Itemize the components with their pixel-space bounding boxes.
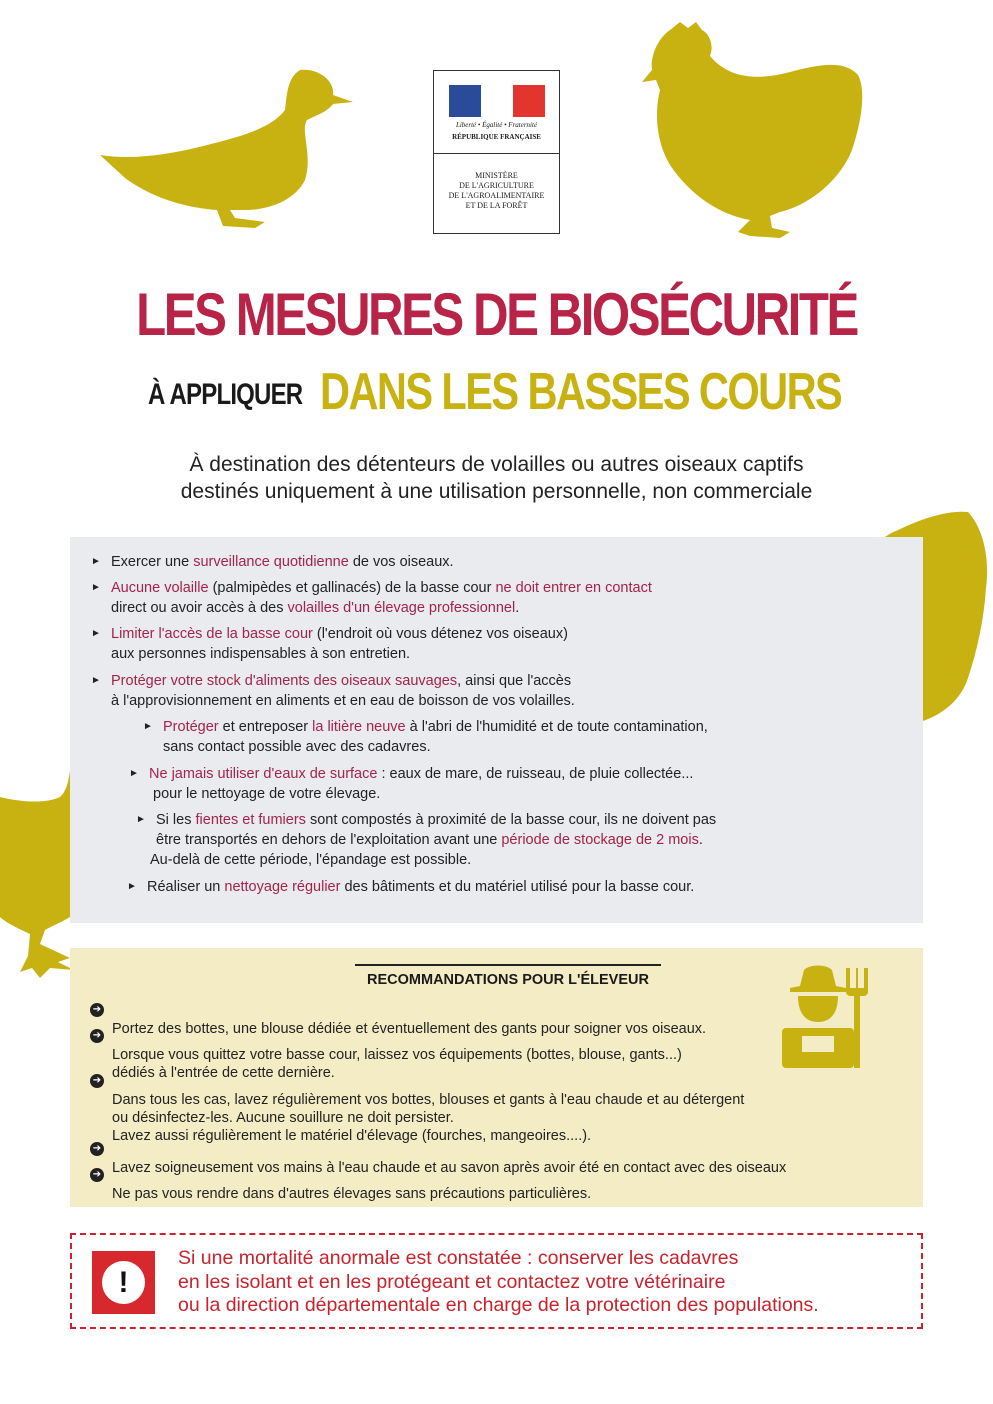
recommendations-box — [70, 948, 923, 1207]
measures-box — [70, 537, 923, 923]
measure-subitem: ► Si les fientes et fumiers sont compostés à proximité de la basse cour, ils ne doivent pas être transportés en dehors de l'exploitation avant une période de stockage de 2 mois. Au-delà de cette période, l'épandage est possible. — [136, 812, 717, 868]
ministry-logo — [433, 70, 560, 234]
measure-subitem: ► Protéger et entreposer la litière neuve à l'abri de l'humidité et de toute contamination, sans contact possible avec des cadavres. — [143, 719, 708, 755]
french-flag-icon — [449, 85, 545, 117]
measure-item: ► Réaliser un nettoyage régulier des bâtiments et du matériel utilisé pour la basse cour. — [127, 879, 695, 895]
recommendation-item: ➔ Lavez soigneusement vos mains à l'eau chaude et au savon après avoir été en contact avec des oiseaux — [112, 1141, 786, 1177]
logo-republic: RÉPUBLIQUE FRANÇAISE — [452, 133, 541, 141]
triangle-bullet-icon: ► — [127, 881, 137, 892]
logo-divider — [434, 153, 559, 154]
measure-item: ► Aucune volaille (palmipèdes et gallinacés) de la basse cour ne doit entrer en contact direct ou avoir accès à des volailles d'un élevage professionnel. — [91, 580, 652, 616]
hen-silhouette — [630, 20, 870, 250]
triangle-bullet-icon: ► — [91, 556, 101, 567]
arrow-bullet-icon: ➔ — [90, 1003, 104, 1017]
recommendations-title: RECOMMANDATIONS POUR L'ÉLEVEUR — [355, 964, 661, 988]
measure-item: ► Protéger votre stock d'aliments des oiseaux sauvages, ainsi que l'accès à l'approvisionnement en aliments et en eau de boisson de vos volailles. — [91, 673, 575, 709]
farmer-icon — [780, 964, 880, 1068]
triangle-bullet-icon: ► — [91, 582, 101, 593]
measure-item: ► Exercer une surveillance quotidienne de vos oiseaux. — [91, 554, 454, 570]
arrow-bullet-icon: ➔ — [90, 1074, 104, 1088]
recommendation-item: ➔ Portez des bottes, une blouse dédiée et éventuellement des gants pour soigner vos oiseaux. — [112, 1002, 706, 1038]
triangle-bullet-icon: ► — [91, 675, 101, 686]
recommendation-item: ➔ Dans tous les cas, lavez régulièrement vos bottes, blouses et gants à l'eau chaude et au détergent ou désinfectez-les. Aucune souillure ne doit persister. Lavez aussi régulièrement le matériel d'élevage (fourches, mangeoires....). — [112, 1073, 744, 1145]
arrow-bullet-icon: ➔ — [90, 1168, 104, 1182]
triangle-bullet-icon: ► — [143, 721, 153, 732]
warning-icon: ! — [92, 1251, 155, 1314]
mortality-warning — [70, 1233, 923, 1329]
logo-motto: Liberté • Égalité • Fraternité — [455, 121, 538, 129]
audience-description — [0, 451, 993, 505]
measure-subitem: ► Ne jamais utiliser d'eaux de surface : eaux de mare, de ruisseau, de pluie collectée... pour le nettoyage de votre élevage. — [129, 766, 694, 802]
subtitle-prefix: À APPLIQUER — [148, 378, 303, 411]
recommendation-item: ➔ Lorsque vous quittez votre basse cour, laissez vos équipements (bottes, blouse, gants...) dédiés à l'entrée de cette dernière. — [112, 1028, 682, 1082]
recommendation-item: ➔ Ne pas vous rendre dans d'autres élevages sans précautions particulières. — [112, 1167, 591, 1203]
main-title: LES MESURES DE BIOSÉCURITÉ — [136, 281, 857, 348]
subtitle-main: DANS LES BASSES COURS — [320, 363, 842, 421]
arrow-bullet-icon: ➔ — [90, 1142, 104, 1156]
measure-item: ► Limiter l'accès de la basse cour (l'endroit où vous détenez vos oiseaux) aux personnes indispensables à son entretien. — [91, 626, 568, 662]
arrow-bullet-icon: ➔ — [90, 1029, 104, 1043]
audience-line-1: À destination des détenteurs de volailles ou autres oiseaux captifs — [189, 453, 804, 476]
duck-silhouette — [95, 60, 355, 240]
triangle-bullet-icon: ► — [91, 628, 101, 639]
triangle-bullet-icon: ► — [136, 814, 146, 825]
warning-text: Si une mortalité anormale est constatée : conserver les cadavres en les isolant et en les protégeant et contactez votre vétérinaire ou la direction départementale en charge de la protection des populations. — [178, 1247, 819, 1316]
audience-line-2: destinés uniquement à une utilisation personnelle, non commerciale — [180, 480, 813, 503]
logo-ministry: MINISTÈRE DE L'AGRICULTURE DE L'AGROALIMENTAIRE ET DE LA FORÊT — [448, 171, 545, 210]
triangle-bullet-icon: ► — [129, 768, 139, 779]
